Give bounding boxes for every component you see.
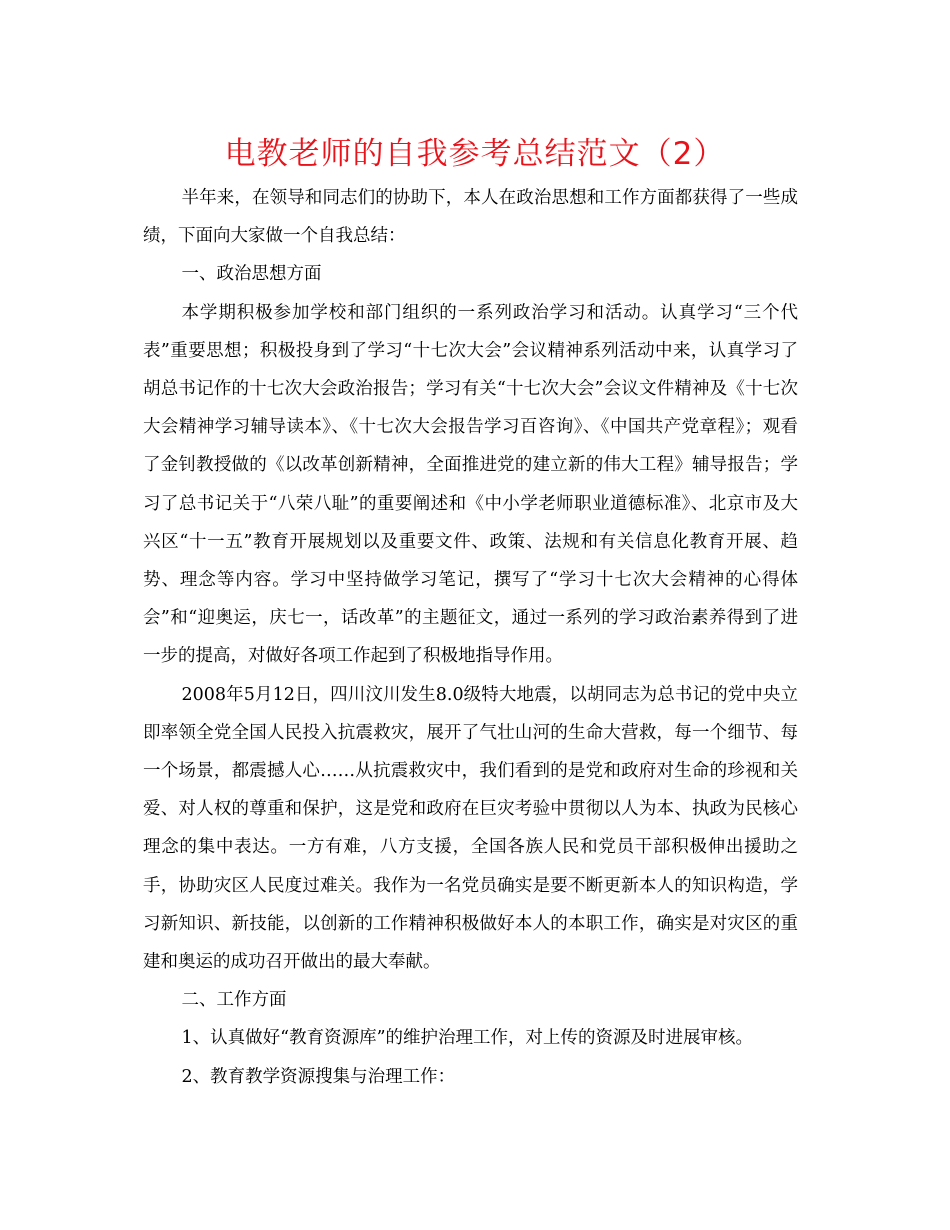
section-heading-work: 二、工作方面: [181, 990, 287, 1011]
document-title: 电教老师的自我参考总结范文（2）: [224, 136, 726, 172]
intro-paragraph: 半年来，在领导和同志们的协助下，本人在政治思想和工作方面都获得了一些成绩，下面向大家做一个自我总结：: [143, 188, 798, 247]
work-item-2: 2、教育教学资源搜集与治理工作：: [181, 1066, 456, 1087]
work-item-1: 1、认真做好“教育资源库”的维护治理工作，对上传的资源及时进展审核。: [181, 1028, 754, 1049]
earthquake-paragraph: 2008年5月12日，四川汶川发生8.0级特大地震，以胡同志为总书记的党中央立即率领全党全国人民投入抗震救灾，展开了气壮山河的生命大营救，每一个细节、每一个场景，都震撼人心……从抗震救灾中，我们看到的是党和政府对生命的珍视和关爱、对人权的尊重和保护，这是党和政府在巨灾考验中贯彻以人为本、执政为民核心理念的集中表达。一方有难，八方支援，全国各族人民和党员干部积极伸出援助之手，协助灾区人民度过难关。我作为一名党员确实是要不断更新本人的知识构造，学习新知识、新技能，以创新的工作精神积极做好本人的本职工作，确实是对灾区的重建和奥运的成功召开做出的最大奉献。: [143, 684, 798, 973]
document-body: [143, 179, 798, 1096]
politics-study-paragraph: 本学期积极参加学校和部门组织的一系列政治学习和活动。认真学习“三个代表”重要思想；积极投身到了学习“十七次大会”会议精神系列活动中来，认真学习了胡总书记作的十七次大会政治报告；学习有关“十七次大会”会议文件精神及《十七次大会精神学习辅导读本》、《十七次大会报告学习百咨询》、《中国共产党章程》；观看了金钊教授做的《以改革创新精神，全面推进党的建立新的伟大工程》辅导报告；学习了总书记关于“八荣八耻”的重要阐述和《中小学老师职业道德标准》、北京市及大兴区“十一五”教育开展规划以及重要文件、政策、法规和有关信息化教育开展、趋势、理念等内容。学习中坚持做学习笔记，撰写了“学习十七次大会精神的心得体会”和“迎奥运，庆七一，话改革”的主题征文，通过一系列的学习政治素养得到了进一步的提高，对做好各项工作起到了积极地指导作用。: [143, 302, 798, 667]
section-heading-politics: 一、政治思想方面: [181, 264, 322, 285]
